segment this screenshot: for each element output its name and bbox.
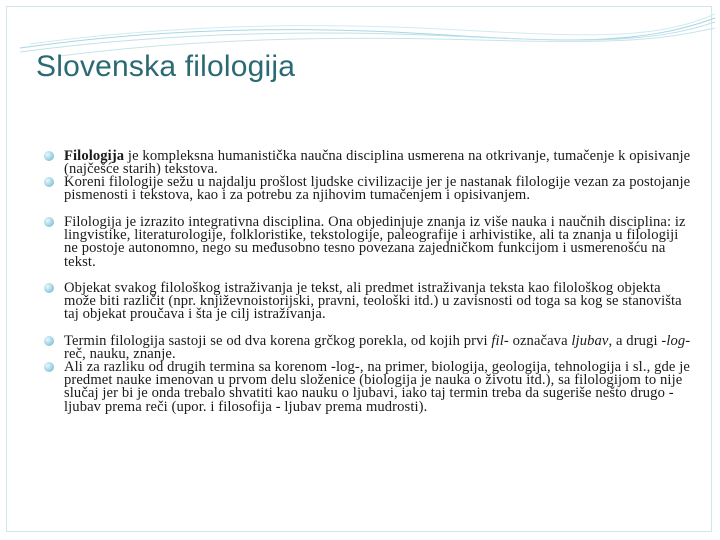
bullet-dot-icon <box>44 336 54 346</box>
bullet-text-part: , a drugi <box>608 333 662 349</box>
bullet-text-part: Filologija je izrazito integrativna disciplina. Ona objedinjuje znanja iz više nauka i naučnih disciplina: iz lingvistike, literaturologije, folkloristike, tekstologije, paleografije i arhivistike, ali ta znanja u filologiji ne postoje autonomno, nego su međusobno tesno povezana zajedničkom funkcijom i usmerenošću na tekst. <box>64 214 686 270</box>
bullet-dot-icon <box>44 151 54 161</box>
bullet-item <box>44 335 692 361</box>
bullet-text-part: Koreni filologije sežu u najdalju prošlost ljudske civilizacije jer je nastanak filologije vezan za postojanje pismenosti i tekstova, kao i za potrebu za njihovim tumačenjem i opisivanjem. <box>64 174 691 204</box>
bullet-text-italic: ljubav <box>571 333 609 349</box>
bullet-item <box>44 216 692 282</box>
bullet-text-part: označava <box>508 333 572 349</box>
bullet-text-part: je kompleksna humanistička naučna disciplina usmerena na otkrivanje, tumačenje k opisivanje (najčešće starih) tekstova. <box>64 148 691 178</box>
bullet-item <box>44 150 692 176</box>
bullet-dot-icon <box>44 283 54 293</box>
bullet-item <box>44 282 692 335</box>
bullet-text-part: Termin filologija sastoji se od dva korena grčkog porekla, od kojih prvi <box>64 333 492 349</box>
bullet-text-part: Ali za razliku od drugih termina sa korenom -log-, na primer, biologija, geologija, tehnologija i sl., gde je predmet nauke imenovan u prvom delu složenice (biologija je nauka o životu itd.), sa filologijom to nije slučaj jer bi je onda trebalo shvatiti kao nauku o ljubavi, iako taj termin treba da sugeriše nešto drugo - ljubav prema reči (upor. i filosofija - ljubav prema mudrosti). <box>64 359 690 415</box>
bullet-text-part: Filologija <box>64 148 125 164</box>
bullet-item <box>44 176 692 216</box>
bullet-dot-icon <box>44 362 54 372</box>
bullet-text-italic: -log- <box>661 333 691 349</box>
slide-title: Slovenska filologija <box>36 50 296 83</box>
bullet-text-italic: fil- <box>491 333 509 349</box>
bullet-text-part: reč, nauku, znanje. <box>64 346 176 363</box>
bullet-list <box>44 150 692 414</box>
bullet-item <box>44 361 692 414</box>
bullet-text-part: Objekat svakog filološkog istraživanja je tekst, ali predmet istraživanja teksta kao filološkog objekta može biti različit (npr. književnoistorijski, pravni, teološki itd.) u zavisnosti od toga sa kog se stanovišta taj objekat proučava i šta je cilj istraživanja. <box>64 280 682 323</box>
bullet-dot-icon <box>44 177 54 187</box>
bullet-dot-icon <box>44 217 54 227</box>
